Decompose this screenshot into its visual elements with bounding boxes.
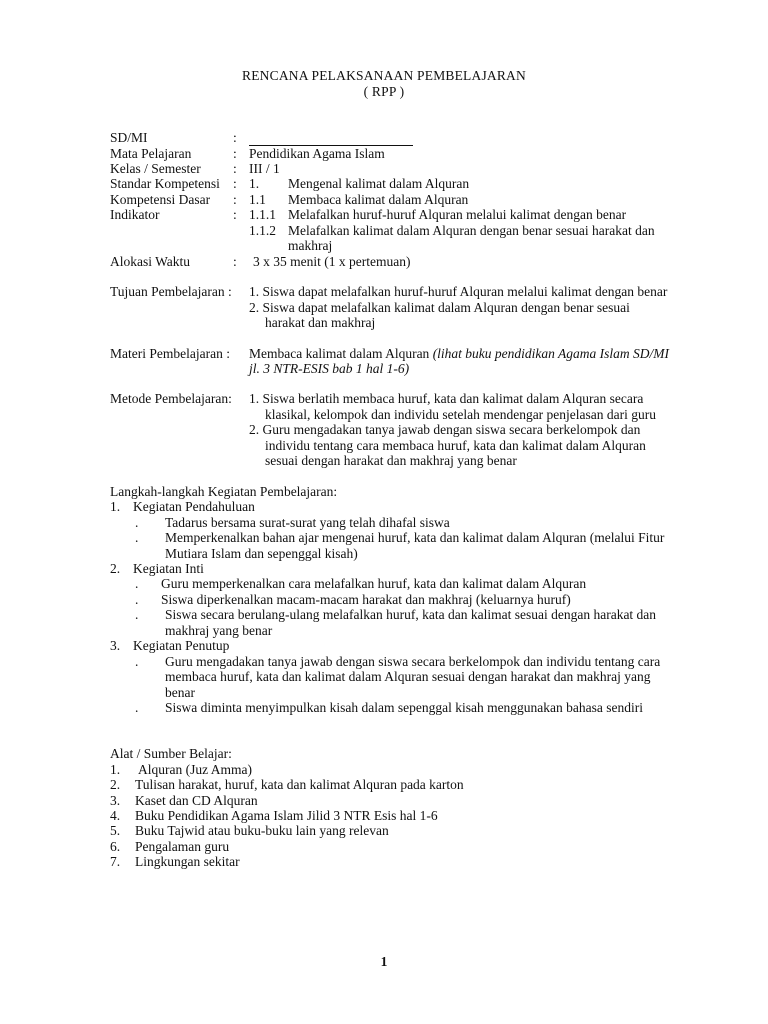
indikator-1-text: Melafalkan huruf-huruf Alquran melalui kalimat dengan benar bbox=[288, 207, 627, 222]
step-3-bullet-1: Guru mengadakan tanya jawab dengan siswa secara berkelompok dan individu tentang cara bbox=[165, 654, 661, 669]
step-2-bullet-3-cont: makhraj yang benar bbox=[165, 623, 273, 638]
alat-item-number: 7. bbox=[110, 854, 121, 869]
sk-number: 1. bbox=[249, 176, 260, 191]
materi-text bbox=[249, 346, 669, 362]
materi-reference: (lihat buku pendidikan Agama Islam SD/MI bbox=[432, 346, 670, 361]
step-3-bullet-1-cont-2: benar bbox=[165, 685, 195, 700]
bullet: . bbox=[135, 592, 139, 607]
alat-item-text: Alquran (Juz Amma) bbox=[138, 762, 252, 777]
step-3-bullet-1-cont: membaca huruf, kata dan kalimat dalam Alquran sesuai dengan harakat dan makhraj yang bbox=[165, 669, 651, 684]
indikator-label: Indikator bbox=[110, 207, 160, 222]
step-3-bullet-2: Siswa diminta menyimpulkan kisah dalam sepenggal kisah menggunakan bahasa sendiri bbox=[165, 700, 644, 715]
step-1-number: 1. bbox=[110, 499, 121, 514]
tujuan-item-2-cont: harakat dan makhraj bbox=[265, 315, 376, 330]
tujuan-label: Tujuan Pembelajaran : bbox=[110, 284, 232, 299]
alat-item-text: Buku Tajwid atau buku-buku lain yang relevan bbox=[135, 823, 389, 838]
bullet: . bbox=[135, 700, 139, 715]
kd-number: 1.1 bbox=[249, 192, 266, 207]
colon: : bbox=[233, 254, 237, 269]
sd-label: SD/MI bbox=[110, 130, 148, 145]
tujuan-item-2: 2. Siswa dapat melafalkan kalimat dalam Alquran dengan benar sesuai bbox=[249, 300, 630, 315]
alat-item-number: 2. bbox=[110, 777, 121, 792]
step-2-bullet-3: Siswa secara berulang-ulang melafalkan huruf, kata dan kalimat sesuai dengan harakat dan bbox=[165, 607, 657, 622]
mapel-label: Mata Pelajaran bbox=[110, 146, 192, 161]
alat-item-text: Lingkungan sekitar bbox=[135, 854, 240, 869]
step-3-title: Kegiatan Penutup bbox=[133, 638, 230, 653]
kelas-value: III / 1 bbox=[249, 161, 280, 176]
bullet: . bbox=[135, 576, 139, 591]
indikator-2-text-cont: makhraj bbox=[288, 238, 333, 253]
step-2-number: 2. bbox=[110, 561, 121, 576]
materi-label: Materi Pembelajaran : bbox=[110, 346, 230, 361]
tujuan-item-1: 1. Siswa dapat melafalkan huruf-huruf Alquran melalui kalimat dengan benar bbox=[249, 284, 668, 299]
step-1-bullet-2-cont: Mutiara Islam dan sepenggal kisah) bbox=[165, 546, 358, 561]
metode-item-2: 2. Guru mengadakan tanya jawab dengan siswa secara berkelompok dan bbox=[249, 422, 641, 437]
materi-topic: Membaca kalimat dalam Alquran bbox=[249, 346, 433, 361]
alat-item-number: 3. bbox=[110, 793, 121, 808]
colon: : bbox=[233, 146, 237, 161]
document-subtitle: ( RPP ) bbox=[363, 84, 405, 99]
colon: : bbox=[233, 161, 237, 176]
page-number: 1 bbox=[380, 954, 388, 969]
step-1-title: Kegiatan Pendahuluan bbox=[133, 499, 255, 514]
metode-item-1-cont: klasikal, kelompok dan individu setelah mendengar penjelasan dari guru bbox=[265, 407, 657, 422]
alat-heading: Alat / Sumber Belajar: bbox=[110, 746, 232, 761]
alat-item-number: 6. bbox=[110, 839, 121, 854]
step-2-bullet-2: Siswa diperkenalkan macam-macam harakat dan makhraj (keluarnya huruf) bbox=[161, 592, 571, 607]
alat-item-text: Tulisan harakat, huruf, kata dan kalimat Alquran pada karton bbox=[135, 777, 464, 792]
alat-item-text: Pengalaman guru bbox=[135, 839, 230, 854]
alat-item-number: 5. bbox=[110, 823, 121, 838]
step-1-bullet-2: Memperkenalkan bahan ajar mengenai huruf, kata dan kalimat dalam Alquran (melalui Fitur bbox=[165, 530, 665, 545]
step-3-number: 3. bbox=[110, 638, 121, 653]
bullet: . bbox=[135, 654, 139, 669]
mapel-value: Pendidikan Agama Islam bbox=[249, 146, 385, 161]
kelas-label: Kelas / Semester bbox=[110, 161, 201, 176]
step-2-title: Kegiatan Inti bbox=[133, 561, 204, 576]
alat-item-number: 4. bbox=[110, 808, 121, 823]
colon: : bbox=[233, 176, 237, 191]
alat-item-text: Buku Pendidikan Agama Islam Jilid 3 NTR Esis hal 1-6 bbox=[135, 808, 438, 823]
metode-label: Metode Pembelajaran: bbox=[110, 391, 232, 406]
step-2-bullet-1: Guru memperkenalkan cara melafalkan huruf, kata dan kalimat dalam Alquran bbox=[161, 576, 587, 591]
colon: : bbox=[233, 207, 237, 222]
bullet: . bbox=[135, 530, 139, 545]
bullet: . bbox=[135, 515, 139, 530]
indikator-1-number: 1.1.1 bbox=[249, 207, 276, 222]
alat-item-text: Kaset dan CD Alquran bbox=[135, 793, 258, 808]
step-1-bullet-1: Tadarus bersama surat-surat yang telah dihafal siswa bbox=[165, 515, 450, 530]
metode-item-2-cont-2: sesuai dengan harakat dan makhraj yang benar bbox=[265, 453, 517, 468]
alat-item-number: 1. bbox=[110, 762, 121, 777]
sk-label: Standar Kompetensi bbox=[110, 176, 220, 191]
indikator-2-text: Melafalkan kalimat dalam Alquran dengan benar sesuai harakat dan bbox=[288, 223, 655, 238]
metode-item-1: 1. Siswa berlatih membaca huruf, kata dan kalimat dalam Alquran secara bbox=[249, 391, 644, 406]
sk-text: Mengenal kalimat dalam Alquran bbox=[288, 176, 470, 191]
alokasi-label: Alokasi Waktu bbox=[110, 254, 191, 269]
metode-item-2-cont: individu tentang cara membaca huruf, kata dan kalimat dalam Alquran bbox=[265, 438, 646, 453]
alokasi-value: 3 x 35 menit (1 x pertemuan) bbox=[253, 254, 411, 269]
kd-label: Kompetensi Dasar bbox=[110, 192, 211, 207]
colon: : bbox=[233, 192, 237, 207]
indikator-2-number: 1.1.2 bbox=[249, 223, 276, 238]
bullet: . bbox=[135, 607, 139, 622]
langkah-heading: Langkah-langkah Kegiatan Pembelajaran: bbox=[110, 484, 338, 499]
kd-text: Membaca kalimat dalam Alquran bbox=[288, 192, 469, 207]
colon: : bbox=[233, 130, 237, 145]
materi-reference-cont: jl. 3 NTR-ESIS bab 1 hal 1-6) bbox=[249, 361, 410, 376]
document-title: RENCANA PELAKSANAAN PEMBELAJARAN bbox=[242, 68, 526, 83]
